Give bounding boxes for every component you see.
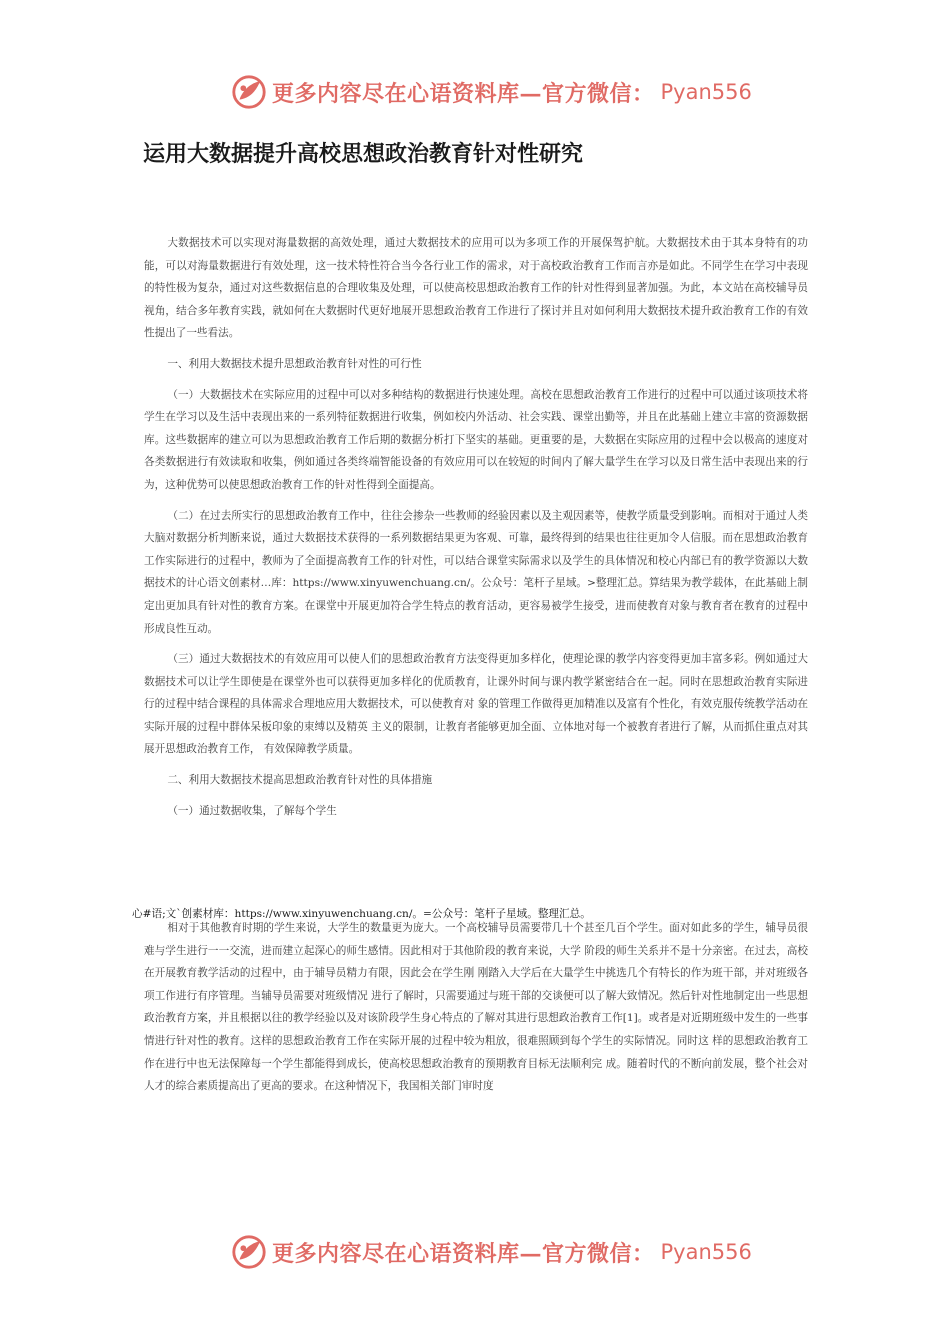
paragraph: （二）在过去所实行的思想政治教育工作中，往往会掺杂一些教师的经验因素以及主观因素等，使教学质量受到影响。而相对于通过人类大脑对数据分析判断来说，通过大数据技术获得的一系列数据结果更为客观、可靠，最终得到的结果也往往更加令人信服。而在思想政治教育工作实际进行的过程中，教师为了全面提高教育工作的针对性，可以结合课堂实际需求以及学生的具体情况和校心内部已有的教学资源以大数据技术的计心语文创素材…库：https://www.xinyuwenchuang.cn/。公众号：笔杆子星域。>整理汇总。算结果为教学载体，在此基础上制定出更加具有针对性的教育方案。在课堂中开展更加符合学生特点的教育活动，更容易被学生接受，进而使教育对象与教育者在教育的过程中形成良性互动。 [144,509,808,635]
section-heading: 一、利用大数据技术提升思想政治教育针对性的可行性 [167,357,422,370]
leaf-logo-icon [230,1233,268,1271]
subsection-heading: （一）通过数据收集，了解每个学生 [167,804,337,817]
banner-wechat-id: Pyan556 [660,1240,752,1264]
banner-text: 更多内容尽在心语资料库—官方微信： [272,80,655,107]
paragraph: （一）大数据技术在实际应用的过程中可以对多种结构的数据进行快速处理。高校在思想政治教育工作进行的过程中可以通过该项技术将学生在学习以及生活中表现出来的一系列特征数据进行收集，例如校内外活动、社会实践、课堂出勤等，并且在此基础上建立丰富的资源数据库。这些数据库的建立可以为思想政治教育工作后期的数据分析打下坚实的基础。更重要的是，大数据在实际应用的过程中会以极高的速度对各类数据进行有效读取和收集，例如通过各类终端智能设备的有效应用可以在较短的时间内了解大量学生在学习以及日常生活中表现出来的行为，这种优势可以使思想政治教育工作的针对性得到全面提高。 [144,388,808,491]
leaf-logo-icon [230,73,268,111]
paragraph: 大数据技术可以实现对海量数据的高效处理，通过大数据技术的应用可以为多项工作的开展保驾护航。大数据技术由于其本身特有的功能，可以对海量数据进行有效处理，这一技术特性符合当今各行业工作的需求，对于高校政治教育工作而言亦是如此。不同学生在学习中表现的特性极为复杂，通过对这些数据信息的合理收集及处理，可以使高校思想政治教育工作的针对性得到显著加强。为此，本文站在高校辅导员视角，结合多年教育实践，就如何在大数据时代更好地展开思想政治教育工作进行了探讨并且对如何利用大数据技术提升政治教育工作的有效性提出了一些看法。 [144,237,808,340]
footer-banner [230,1232,752,1272]
article-body [144,232,808,822]
watermark-line: 心#语;文`创素材库：https://www.xinyuwenchuang.cn/。=公众号：笔杆子星域。整理汇总。 [132,908,591,920]
banner-wechat-id: Pyan556 [660,80,752,104]
header-banner [230,72,752,112]
banner-text: 更多内容尽在心语资料库—官方微信： [272,1240,655,1267]
article-body-continued [144,917,808,1098]
paragraph: 相对于其他教育时期的学生来说，大学生的数量更为庞大。一个高校辅导员需要带几十个甚至几百个学生。面对如此多的学生，辅导员很难与学生进行一一交流，进而建立起深心的师生感情。因此相对于其他阶段的教育来说，大学 阶段的师生关系并不是十分亲密。在过去，高校在开展教育教学活动的过程中，由于辅导员精力有限，因此会在学生刚 刚踏入大学后在大量学生中挑选几个有特长的作为班干部，并对班级各项工作进行有序管理。当辅导员需要对班级情况 进行了解时，只需要通过与班干部的交谈便可以了解大致情况。然后针对性地制定出一些思想政治教育方案，并且根据以往的教学经验以及对该阶段学生身心特点的了解对其进行思想政治教育工作[1]。或者是对近期班级中发生的一些事情进行针对性的教育。这样的思想政治教育工作在实际开展的过程中较为粗放，很难照顾到每个学生的实际情况。同时这 样的思想政治教育工作在进行中也无法保障每一个学生都能得到成长，使高校思想政治教育的预期教育目标无法顺利完 成。随着时代的不断向前发展，整个社会对人才的综合素质提高出了更高的要求。在这种情况下，我国相关部门审时度 [144,922,808,1093]
page-title: 运用大数据提升高校思想政治教育针对性研究 [143,142,584,167]
section-heading: 二、利用大数据技术提高思想政治教育针对性的具体措施 [167,774,433,787]
paragraph: （三）通过大数据技术的有效应用可以使人们的思想政治教育方法变得更加多样化，使理论课的教学内容变得更加丰富多彩。例如通过大数据技术可以让学生即使是在课堂外也可以获得更加多样化的优质教育，让课外时间与课内教学紧密结合在一起。同时在思想政治教育实际进行的过程中结合课程的具体需求合理地应用大数据技术，可以使教育对 象的管理工作做得更加精准以及富有个性化，有效克服传统教学活动在实际开展的过程中群体呆板印象的束缚以及精英 主义的限制，让教育者能够更加全面、立体地对每一个被教育者进行了解，从而抓住重点对其展开思想政治教育工作， 有效保障教学质量。 [144,653,808,756]
